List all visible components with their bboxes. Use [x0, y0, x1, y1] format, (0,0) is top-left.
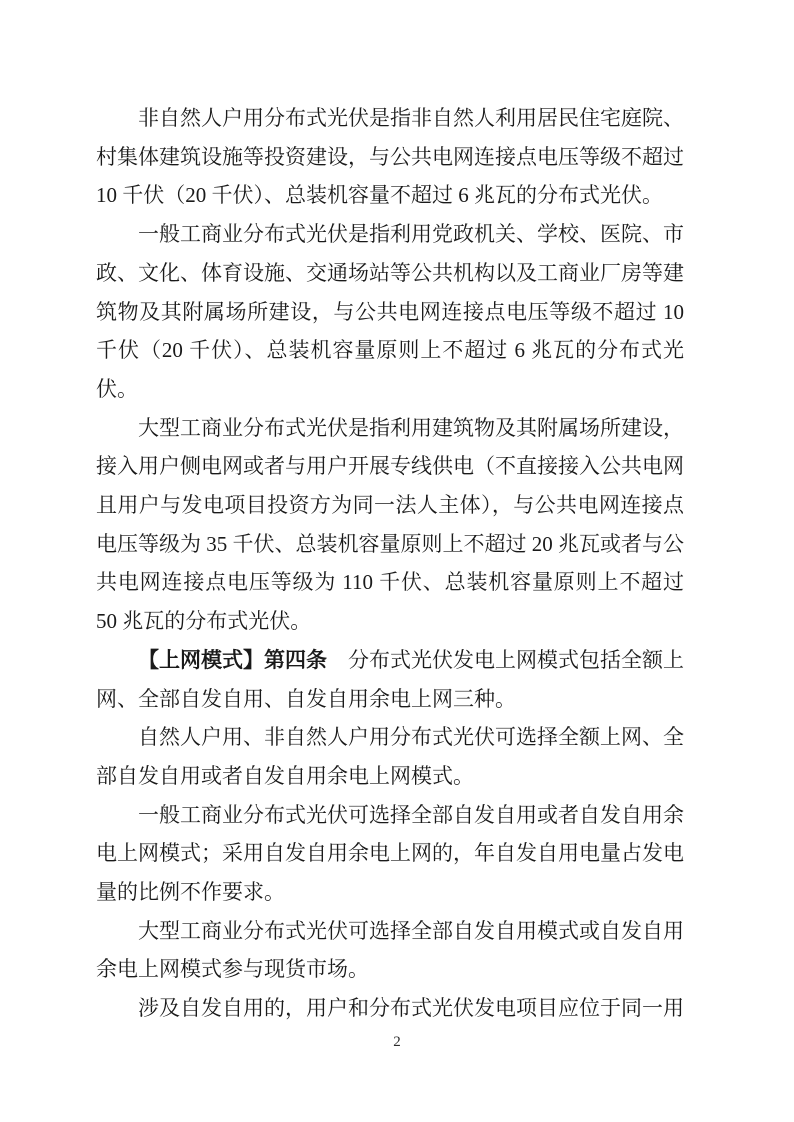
paragraph — [96, 796, 684, 912]
paragraph — [96, 718, 684, 795]
text-run: 涉及自发自用的，用户和分布式光伏发电项目应位于同一用 — [138, 996, 684, 1021]
paragraph — [96, 641, 684, 718]
paragraph — [96, 912, 684, 989]
text-run: 一般工商业分布式光伏可选择全部自发自用或者自发自用余电上网模式；采用自发自用余电上网的，年自发自用电量占发电量的比例不作要求。 — [96, 802, 684, 905]
text-run: 自然人户用、非自然人户用分布式光伏可选择全额上网、全部自发自用或者自发自用余电上网模式。 — [96, 725, 684, 788]
document-body — [96, 99, 684, 1028]
paragraph — [96, 215, 684, 409]
text-run: 分布式光伏发电上网模式包括全额上网、全部自发自用、自发自用余电上网三种。 — [96, 647, 684, 711]
text-run: 大型工商业分布式光伏是指利用建筑物及其附属场所建设，接入用户侧电网或者与用户开展专线供电（不直接接入公共电网且用户与发电项目投资方为同一法人主体），与公共电网连接点电压等级为 35 千伏、总装机容量原则上不超过 20 兆瓦或者与公共电网连接点电压等级为 110 千伏、总装机容量原则上不超过 50 兆瓦的分布式光伏。 — [96, 415, 684, 634]
bold-run: 【上网模式】第四条 — [138, 647, 327, 672]
paragraph — [96, 409, 684, 641]
text-run: 大型工商业分布式光伏可选择全部自发自用模式或自发自用余电上网模式参与现货市场。 — [96, 918, 684, 982]
paragraph — [96, 989, 684, 1028]
text-run: 一般工商业分布式光伏是指利用党政机关、学校、医院、市政、文化、体育设施、交通场站等公共机构以及工商业厂房等建筑物及其附属场所建设，与公共电网连接点电压等级不超过 10 千伏（20 千伏）、总装机容量原则上不超过 6 兆瓦的分布式光伏。 — [96, 222, 684, 401]
page-number: 2 — [393, 1034, 401, 1050]
text-run: 非自然人户用分布式光伏是指非自然人利用居民住宅庭院、村集体建筑设施等投资建设，与公共电网连接点电压等级不超过 10 千伏（20 千伏）、总装机容量不超过 6 兆瓦的分布式光伏。 — [96, 106, 684, 208]
paragraph — [96, 99, 684, 215]
